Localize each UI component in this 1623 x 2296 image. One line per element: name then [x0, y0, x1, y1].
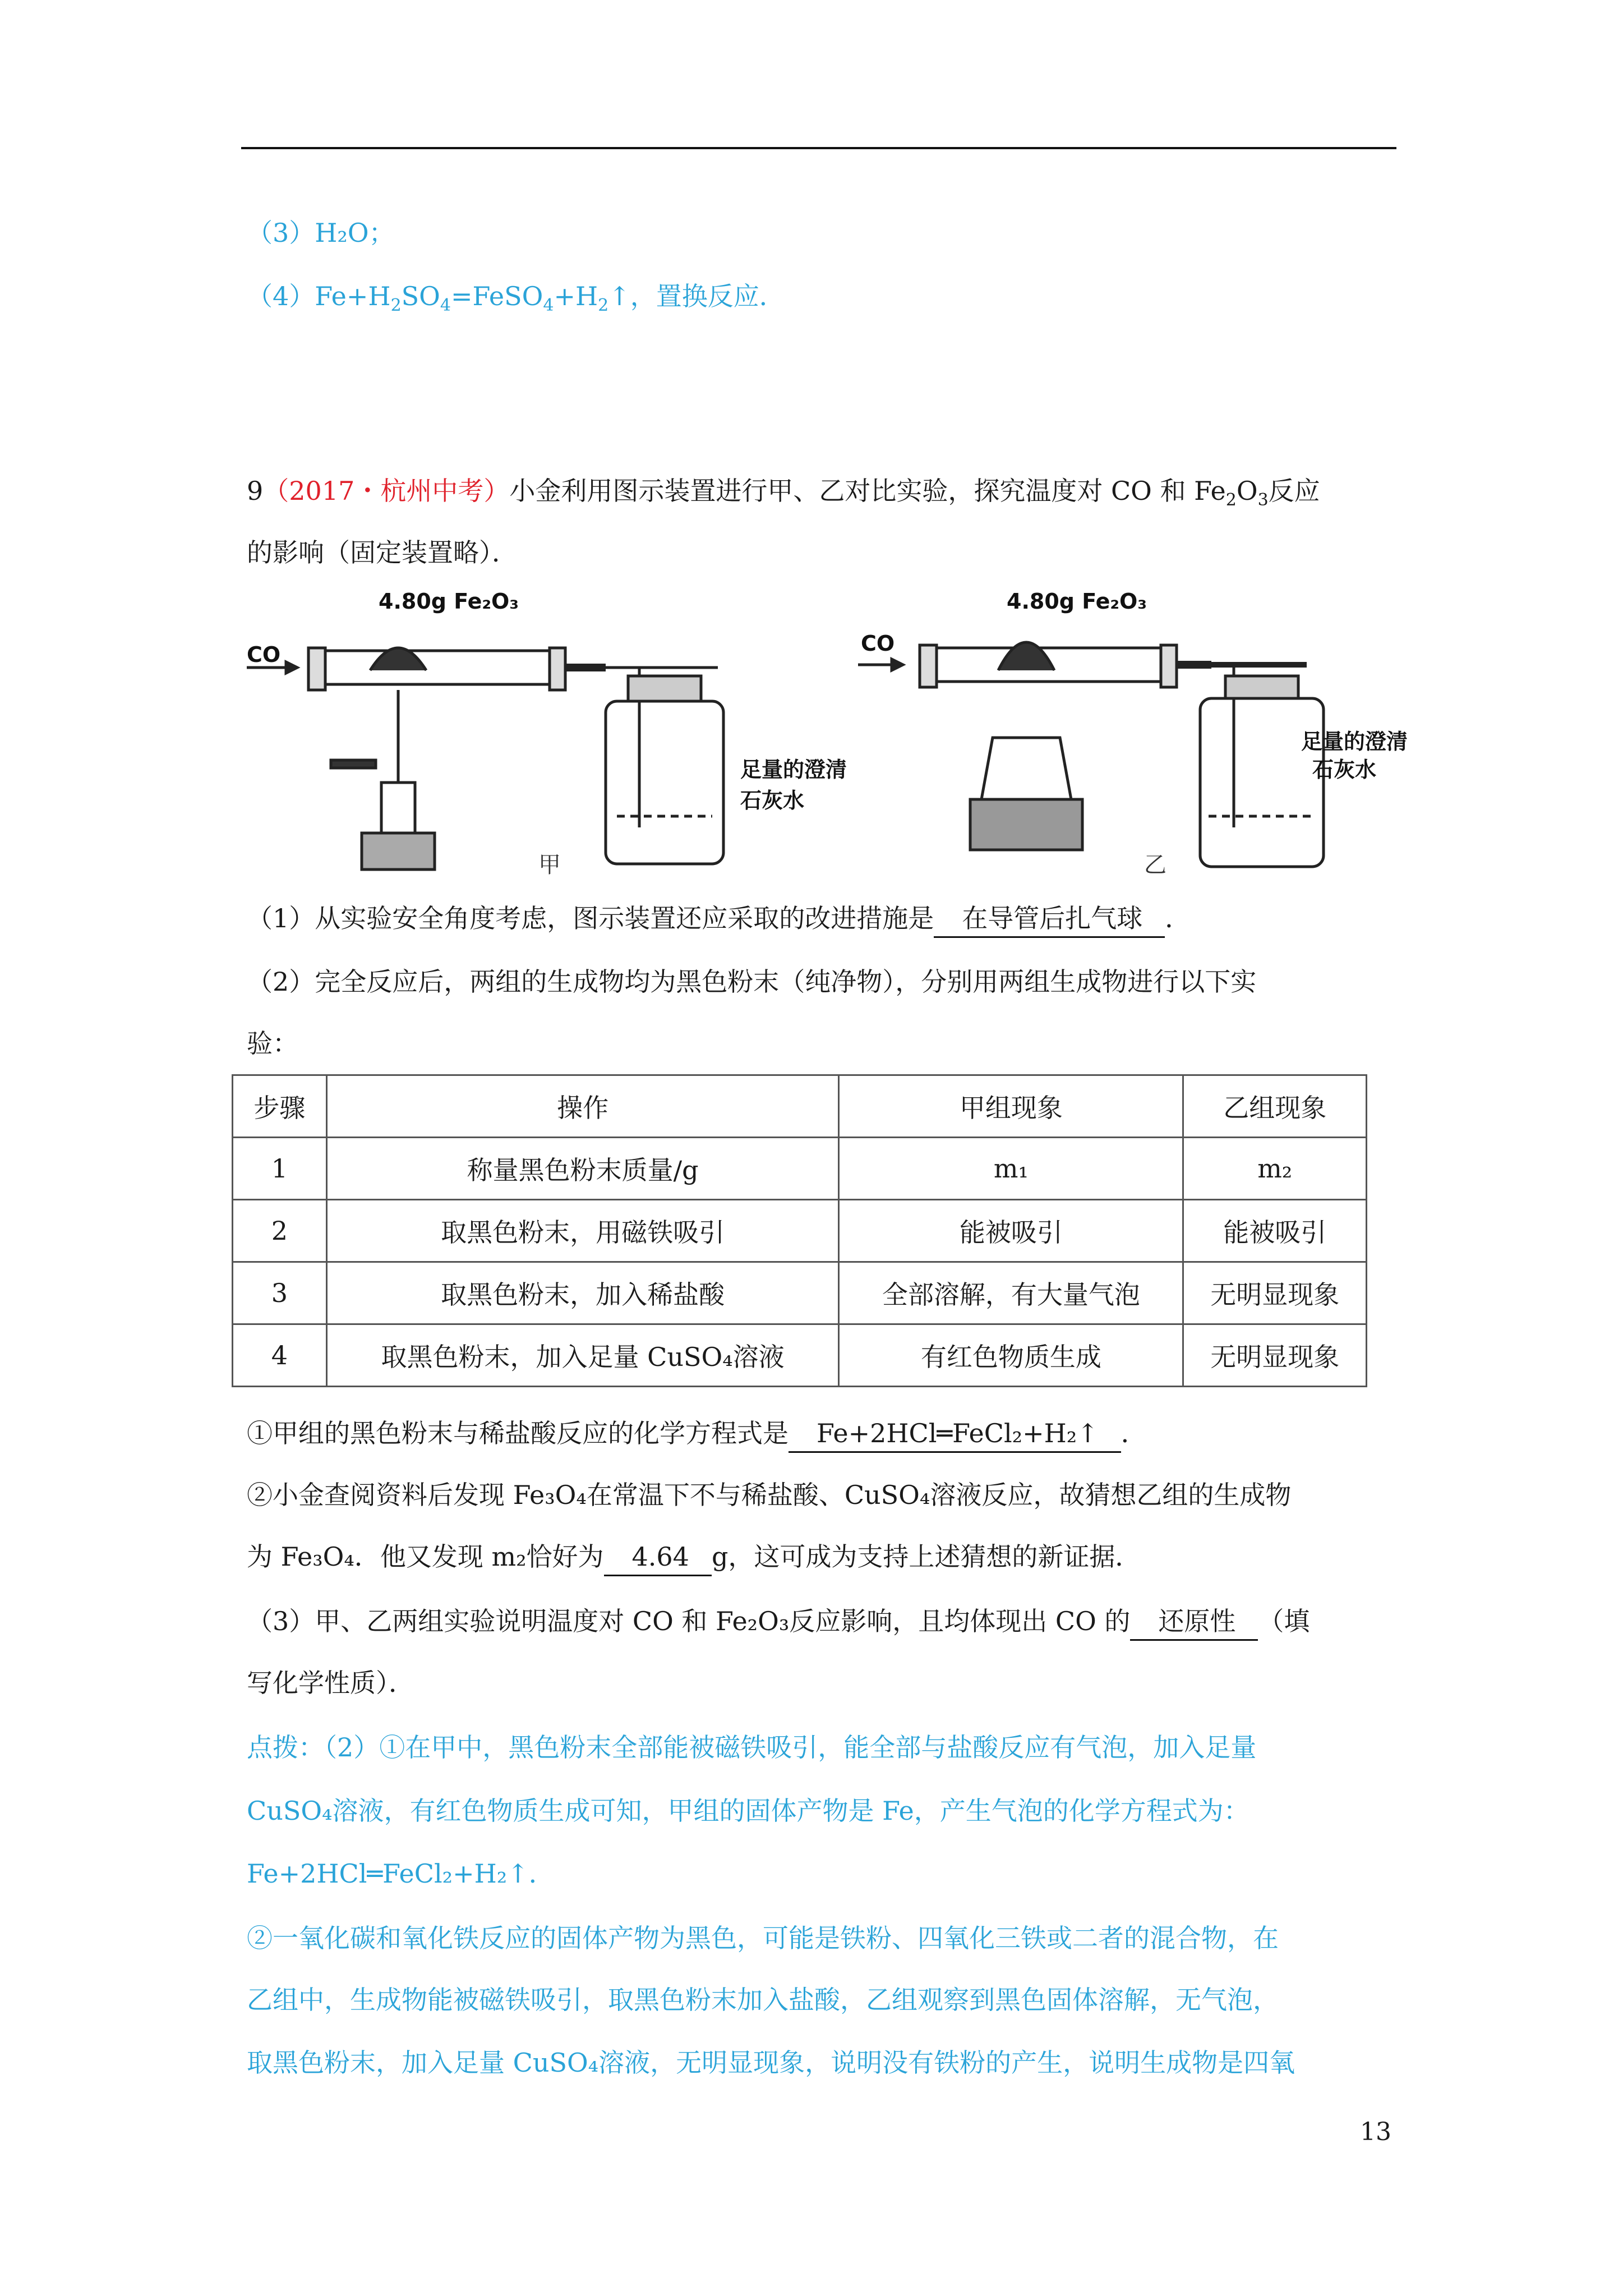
table-cell: m₁ — [839, 1138, 1183, 1200]
table-cell: 4 — [233, 1324, 327, 1387]
question-9-line1: 9（2017・杭州中考）小金利用图示装置进行甲、乙对比实验，探究温度对 CO 和 $Fe_2O_3$反应 — [247, 476, 1320, 510]
q3-line1: （3）甲、乙两组实验说明温度对 CO 和 Fe₂O₃反应影响，且均体现出 CO 的 还原性 （填 — [247, 1604, 1310, 1641]
table-header: 甲组现象 — [839, 1075, 1183, 1138]
table-cell: 1 — [233, 1138, 327, 1200]
table-row — [233, 1324, 1367, 1387]
question-9-line2: 的影响（固定装置略）． — [247, 537, 518, 568]
table-cell: 3 — [233, 1262, 327, 1324]
hint-line4: ②一氧化碳和氧化铁反应的固体产物为黑色，可能是铁粉、四氧化三铁或二者的混合物，在 — [247, 1923, 1279, 1953]
table-cell: 有红色物质生成 — [839, 1324, 1183, 1387]
sub-q1-line: ①甲组的黑色粉末与稀盐酸反应的化学方程式是 Fe+2HCl═FeCl₂+H₂↑ ． — [247, 1416, 1147, 1453]
hint-line1: 点拨：（2）①在甲中，黑色粉末全部能被磁铁吸引，能全部与盐酸反应有气泡，加入足量 — [247, 1732, 1257, 1763]
table-row — [233, 1200, 1367, 1262]
group-b-label: 乙 — [1144, 852, 1166, 875]
limewater-right-l2: 石灰水 — [1312, 757, 1377, 782]
header-rule — [241, 147, 1396, 149]
q3-answer: 还原性 — [1130, 1604, 1258, 1641]
table-cell: 称量黑色粉末质量/g — [326, 1138, 839, 1200]
table-header: 操作 — [326, 1075, 839, 1138]
table-header: 步骤 — [233, 1075, 327, 1138]
table-cell: 2 — [233, 1200, 327, 1262]
co-left-label: CO — [247, 642, 281, 667]
q2-line1: （2）完全反应后，两组的生成物均为黑色粉末（纯净物），分别用两组生成物进行以下实 — [247, 967, 1257, 997]
steps-table — [232, 1074, 1367, 1387]
table-cell: m₂ — [1183, 1138, 1367, 1200]
mass-right-label: 4.80g Fe₂O₃ — [1007, 592, 1147, 614]
q1-answer: 在导管后扎气球 — [934, 901, 1165, 938]
group-a-label: 甲 — [538, 852, 561, 875]
mass-left-label: 4.80g Fe₂O₃ — [379, 592, 519, 614]
table-cell: 能被吸引 — [1183, 1200, 1367, 1262]
hint-line3: Fe+2HCl═FeCl₂+H₂↑． — [247, 1858, 555, 1889]
table-cell: 无明显现象 — [1183, 1262, 1367, 1324]
table-cell: 取黑色粉末，加入稀盐酸 — [326, 1262, 839, 1324]
limewater-left-l2: 石灰水 — [740, 788, 805, 813]
page-number: 13 — [1360, 2118, 1391, 2146]
limewater-right-l1: 足量的澄清 — [1301, 729, 1408, 754]
sub-q1-answer: Fe+2HCl═FeCl₂+H₂↑ — [789, 1416, 1121, 1453]
hint-line5: 乙组中，生成物能被磁铁吸引，取黑色粉末加入盐酸，乙组观察到黑色固体溶解，无气泡， — [247, 1985, 1279, 2015]
table-cell: 能被吸引 — [839, 1200, 1183, 1262]
co-right-label: CO — [861, 631, 895, 656]
answer-4: $(4)Fe+H_2SO_4=FeSO_4+H_2↑$，置换反应． — [247, 281, 785, 315]
table-header-row — [233, 1075, 1367, 1138]
table-row — [233, 1262, 1367, 1324]
sub-q2-answer: 4.64 — [604, 1540, 712, 1576]
table-cell: 取黑色粉末，加入足量 CuSO₄溶液 — [326, 1324, 839, 1387]
table-row — [233, 1138, 1367, 1200]
table-cell: 无明显现象 — [1183, 1324, 1367, 1387]
sub-q2-line1: ②小金查阅资料后发现 Fe₃O₄在常温下不与稀盐酸、CuSO₄溶液反应，故猜想乙组的生成物 — [247, 1480, 1292, 1510]
q3-line2: 写化学性质）． — [247, 1668, 414, 1698]
sub-q2-line2: 为 Fe₃O₄．他又发现 m₂恰好为 4.64 g，这可成为支持上述猜想的新证据． — [247, 1540, 1141, 1576]
q1-line: （1）从实验安全角度考虑，图示装置还应采取的改进措施是 在导管后扎气球 ． — [247, 901, 1191, 938]
hint-line6: 取黑色粉末，加入足量 CuSO₄溶液，无明显现象，说明没有铁粉的产生，说明生成物是四氧 — [247, 2047, 1295, 2078]
table-cell: 全部溶解，有大量气泡 — [839, 1262, 1183, 1324]
question-source: （2017・杭州中考） — [263, 476, 510, 506]
table-cell: 取黑色粉末，用磁铁吸引 — [326, 1200, 839, 1262]
table-header: 乙组现象 — [1183, 1075, 1367, 1138]
q2-line2: 验： — [247, 1028, 298, 1059]
answer-3: （3）H₂O； — [247, 218, 395, 248]
limewater-left-l1: 足量的澄清 — [740, 757, 847, 782]
hint-line2: CuSO₄溶液，有红色物质生成可知，甲组的固体产物是 Fe，产生气泡的化学方程式为： — [247, 1796, 1249, 1826]
experiment-diagram — [247, 592, 1416, 875]
